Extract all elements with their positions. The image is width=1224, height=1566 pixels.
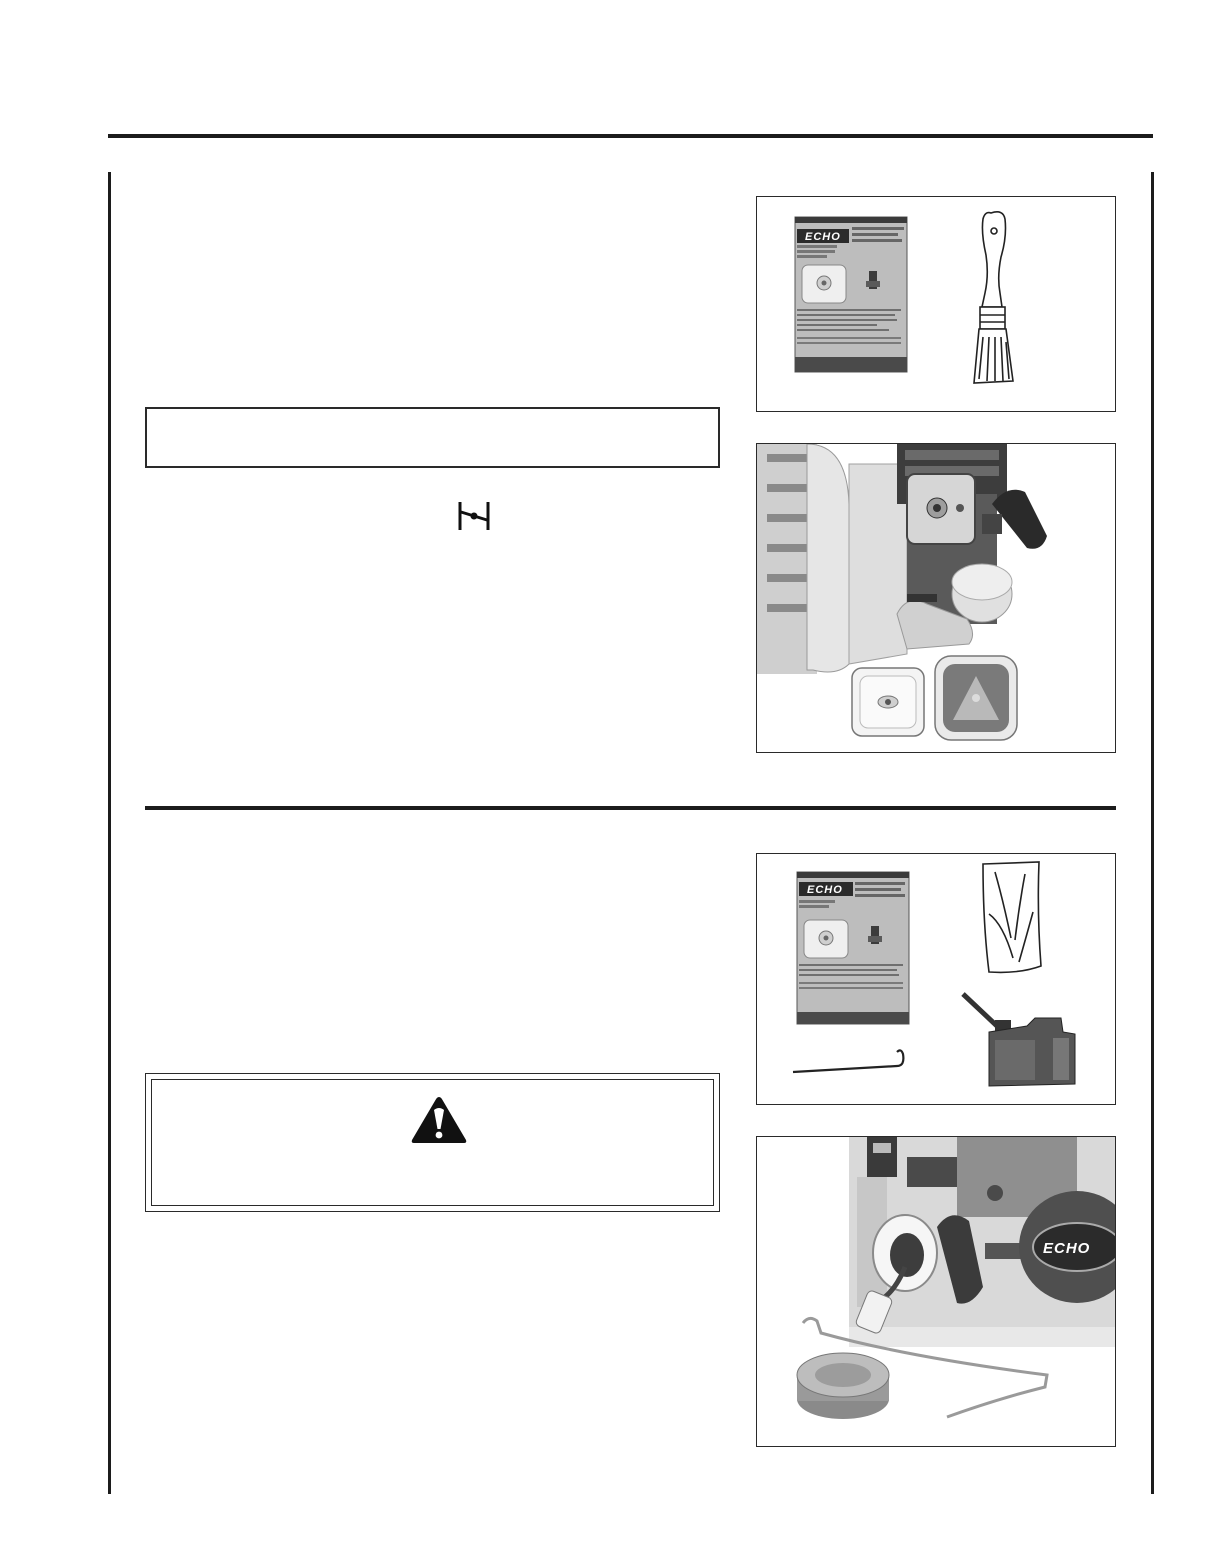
figure-air-filter-removal [756,443,1116,753]
kit-card-brand-label: ECHO [805,231,841,243]
header-rule [108,134,1153,138]
figure-kit-and-brush [756,196,1116,412]
engine-brand-label: ECHO [1043,1240,1091,1257]
shop-rag [983,862,1041,972]
fuel-cap [797,1353,889,1419]
tune-up-kit-card [797,872,909,1024]
figure-fuel-filter-retrieval [756,1136,1116,1447]
kit-card-brand-label: ECHO [807,884,843,896]
paint-brush [974,212,1013,383]
fuel-can [963,994,1075,1086]
tune-up-kit-card [795,217,907,372]
air-filter [852,668,924,736]
left-margin-rule [108,172,111,1494]
fuel-tank-opening [873,1215,937,1291]
blower-engine [757,444,1047,674]
figure-fuel-filter-tools [756,853,1116,1105]
right-margin-rule [1151,172,1154,1494]
notice-box [145,407,720,468]
wire-hook [793,1050,903,1072]
air-filter-cover [935,656,1017,740]
section-divider-rule [145,806,1116,810]
choke-closed-icon [457,500,491,532]
warning-triangle-icon [409,1094,469,1146]
